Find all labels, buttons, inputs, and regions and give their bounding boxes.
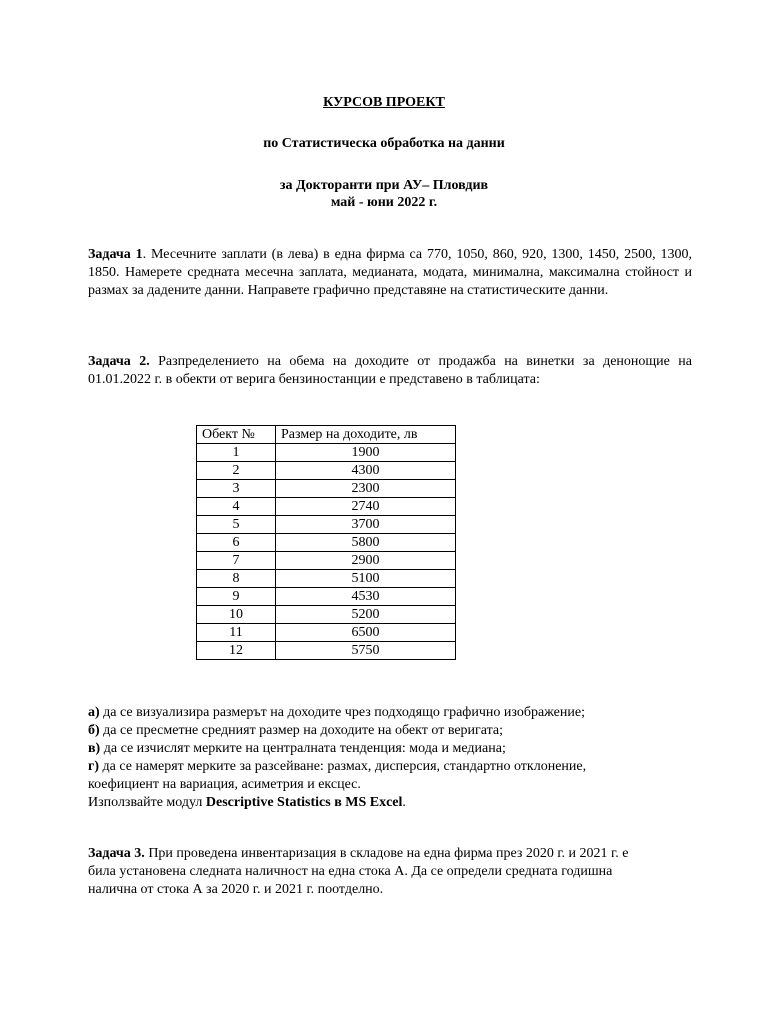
- table-cell-income: 2300: [276, 480, 456, 498]
- question-d-continuation: коефициент на вариация, асиметрия и ексцес.: [88, 777, 361, 792]
- task-3-line-1: [88, 845, 692, 863]
- table-cell-income: 4530: [276, 588, 456, 606]
- table-header-row: [197, 426, 456, 444]
- question-c: [88, 740, 692, 758]
- table-row: [197, 624, 456, 642]
- table-cell-income: 2900: [276, 552, 456, 570]
- question-d-text: да се намерят мерките за разсейване: размах, дисперсия, стандартно отклонение,: [99, 759, 587, 774]
- task-1-label: Задача 1: [88, 247, 143, 262]
- document-title: КУРСОВ ПРОЕКТ: [323, 95, 445, 110]
- table-row: [197, 606, 456, 624]
- table-cell-object: 5: [197, 516, 276, 534]
- table-cell-object: 4: [197, 498, 276, 516]
- task-3-label: Задача 3.: [88, 846, 145, 861]
- question-b: [88, 722, 692, 740]
- table-row: [197, 516, 456, 534]
- table-cell-income: 1900: [276, 444, 456, 462]
- table-cell-object: 11: [197, 624, 276, 642]
- table-cell-object: 3: [197, 480, 276, 498]
- table-row: [197, 480, 456, 498]
- task-2-paragraph: [88, 353, 692, 389]
- excel-instruction-prefix: Използвайте модул: [88, 795, 206, 810]
- table-row: [197, 462, 456, 480]
- table-header-object: Обект №: [197, 426, 276, 444]
- table-cell-object: 8: [197, 570, 276, 588]
- task-3-line-2: била установена следната наличност на една стока А. Да се определи средната годишна: [88, 864, 613, 879]
- table-cell-income: 5100: [276, 570, 456, 588]
- question-a-text: да се визуализира размерът на доходите чрез подходящо графично изображение;: [99, 705, 585, 720]
- table-cell-income: 5750: [276, 642, 456, 660]
- document-audience: за Докторанти при АУ– Пловдив: [279, 178, 489, 193]
- table-cell-income: 2740: [276, 498, 456, 516]
- table-cell-income: 6500: [276, 624, 456, 642]
- question-c-text: да се изчислят мерките на централната тенденция: мода и медиана;: [100, 741, 506, 756]
- excel-instruction-suffix: .: [402, 795, 406, 810]
- table-cell-object: 10: [197, 606, 276, 624]
- table-cell-income: 5200: [276, 606, 456, 624]
- task-1-paragraph: [88, 246, 692, 300]
- document-subject: по Статистическа обработка на данни: [263, 136, 505, 151]
- task-2-text: Разпределението на обема на доходите от продажба на винетки за денонощие на 01.01.2022 г. в обекти от верига бензиностанции е представено в таблицата:: [88, 354, 692, 387]
- task-3-paragraph: [88, 845, 692, 899]
- table-cell-object: 12: [197, 642, 276, 660]
- table-cell-object: 7: [197, 552, 276, 570]
- question-c-label: в): [88, 741, 101, 756]
- task-2-questions: [88, 704, 692, 812]
- table-row: [197, 570, 456, 588]
- question-b-text: да се пресметне средният размер на доходите на обект от веригата;: [99, 723, 504, 738]
- table-cell-income: 4300: [276, 462, 456, 480]
- table-cell-object: 9: [197, 588, 276, 606]
- table-header-income: Размер на доходите, лв: [276, 426, 456, 444]
- table-cell-object: 2: [197, 462, 276, 480]
- excel-module-name: Descriptive Statistics в MS Excel: [205, 795, 403, 810]
- table-cell-income: 3700: [276, 516, 456, 534]
- table-row: [197, 552, 456, 570]
- question-a-label: а): [88, 705, 100, 720]
- question-a: [88, 704, 692, 722]
- document-period: май - юни 2022 г.: [330, 195, 438, 210]
- task-3-line-3: налична от стока А за 2020 г. и 2021 г. поотделно.: [88, 882, 384, 897]
- question-b-label: б): [88, 723, 100, 738]
- income-table: [196, 425, 456, 660]
- table-row: [197, 444, 456, 462]
- table-cell-income: 5800: [276, 534, 456, 552]
- question-d-label: г): [88, 759, 100, 774]
- table-row: [197, 498, 456, 516]
- table-row: [197, 642, 456, 660]
- task-2-label: Задача 2.: [88, 354, 150, 369]
- table-cell-object: 6: [197, 534, 276, 552]
- table-row: [197, 588, 456, 606]
- task-3-text-1: При проведена инвентаризация в складове на една фирма през 2020 г. и 2021 г. е: [144, 846, 629, 861]
- task-1-text: . Месечните заплати (в лева) в една фирма са 770, 1050, 860, 920, 1300, 1450, 2500, 1300, 1850. Намерете средната месечна заплата, медианата, модата, минимална, максимална стойност и размах за дадените данни. Направете графично представяне на статистическите данни.: [88, 247, 692, 298]
- excel-instruction: [88, 794, 692, 812]
- table-row: [197, 534, 456, 552]
- question-d: [88, 758, 692, 776]
- table-cell-object: 1: [197, 444, 276, 462]
